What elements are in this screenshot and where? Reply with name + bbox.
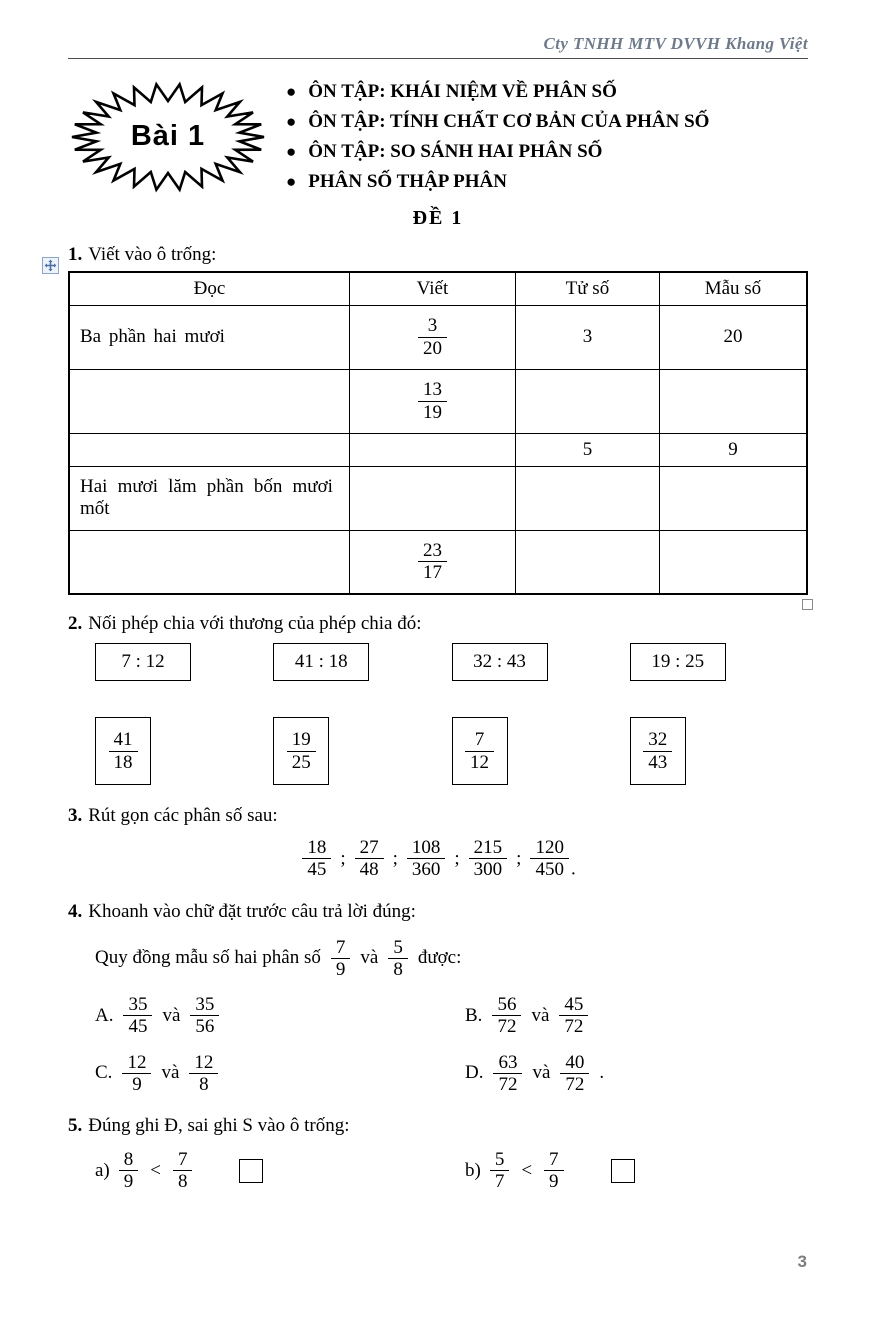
fraction-denominator: 300: [473, 859, 503, 881]
cell-denominator-empty[interactable]: [659, 530, 807, 594]
cell-read-empty[interactable]: [69, 433, 349, 466]
fraction: [119, 1149, 139, 1193]
fraction-numerator: 35: [123, 994, 152, 1016]
fraction: [493, 1052, 522, 1096]
q5-items: [68, 1149, 808, 1193]
fraction: [560, 1052, 589, 1096]
fraction-denominator: 9: [335, 958, 346, 980]
lesson-header: [68, 77, 808, 197]
option-letter[interactable]: A.: [95, 1004, 114, 1026]
fraction-numerator: 108: [407, 837, 446, 859]
fraction-numerator: 12: [189, 1052, 218, 1074]
question-number: 1.: [68, 244, 83, 265]
option-letter[interactable]: C.: [95, 1062, 113, 1084]
division-box[interactable]: 41 : 18: [273, 643, 369, 681]
cell-viet-empty[interactable]: [349, 433, 515, 466]
division-row: [68, 643, 808, 681]
option-d: [465, 1052, 808, 1096]
option-letter[interactable]: B.: [465, 1004, 483, 1026]
topic-list: [286, 77, 808, 197]
question-number: 4.: [68, 900, 83, 922]
question-3-head: [68, 805, 808, 827]
fraction: [123, 994, 152, 1038]
fraction-numerator: 27: [355, 837, 384, 859]
fraction: [173, 1149, 193, 1193]
fraction-numerator: 215: [469, 837, 508, 859]
cell-numerator-empty[interactable]: [515, 530, 659, 594]
option-letter[interactable]: D.: [465, 1062, 484, 1084]
fraction: [465, 729, 494, 773]
fraction-denominator: 12: [470, 751, 489, 773]
item-label: a): [95, 1159, 110, 1181]
lesson-badge: [68, 81, 268, 193]
fraction: [469, 837, 508, 881]
fraction: [530, 837, 569, 881]
separator: ;: [392, 847, 398, 869]
fraction-denominator: 9: [132, 1073, 142, 1095]
fraction: [302, 837, 331, 881]
fraction: [492, 994, 521, 1038]
fraction: [559, 994, 588, 1038]
table-row: [69, 433, 807, 466]
fraction-numerator: 18: [302, 837, 331, 859]
fraction-numerator: 120: [530, 837, 569, 859]
separator: ;: [340, 847, 346, 869]
cell-viet: [349, 530, 515, 594]
fraction-numerator: 12: [122, 1052, 151, 1074]
fraction-denominator: 7: [494, 1171, 505, 1193]
q5-item-b: [465, 1149, 808, 1193]
fraction-numerator: 7: [465, 729, 494, 751]
conjunction: và: [360, 947, 379, 969]
answer-box[interactable]: [239, 1159, 263, 1183]
fraction-denominator: 56: [195, 1016, 215, 1038]
fraction: [331, 937, 351, 981]
fraction-numerator: 45: [559, 994, 588, 1016]
topic-text: ÔN TẬP: TÍNH CHẤT CƠ BẢN CỦA PHÂN SỐ: [308, 111, 710, 132]
q3-fraction-list: [68, 837, 808, 881]
topic-item: [286, 167, 808, 197]
fraction-denominator: 20: [422, 337, 442, 359]
table-row: [69, 305, 807, 369]
fraction-denominator: 72: [565, 1073, 585, 1095]
fraction: [388, 937, 408, 981]
question-1-head: [68, 244, 808, 266]
period: .: [570, 858, 576, 880]
fraction: [407, 837, 446, 881]
cell-viet: [349, 369, 515, 433]
comparison-operator: <: [150, 1159, 161, 1181]
question-2-head: [68, 613, 808, 635]
cell-read-empty[interactable]: [69, 369, 349, 433]
fraction-denominator: 8: [199, 1073, 209, 1095]
item-label: b): [465, 1159, 481, 1181]
fraction: [355, 837, 384, 881]
fraction: [490, 1149, 510, 1193]
fraction-denominator: 72: [497, 1016, 517, 1038]
question-4-head: [68, 901, 808, 923]
option-b: [465, 994, 808, 1038]
fraction: [189, 1052, 218, 1096]
topic-text: PHÂN SỐ THẬP PHÂN: [308, 171, 507, 192]
page-header: [68, 34, 808, 59]
quotient-box[interactable]: [273, 717, 329, 785]
fraction-numerator: 19: [287, 729, 316, 751]
fraction-numerator: 7: [544, 1149, 564, 1171]
topic-text: ÔN TẬP: KHÁI NIỆM VỀ PHÂN SỐ: [308, 81, 617, 102]
fraction-denominator: 19: [422, 401, 442, 423]
fraction-denominator: 450: [535, 859, 564, 881]
fraction-denominator: 45: [307, 859, 327, 881]
fraction-numerator: 32: [643, 729, 672, 751]
q4-options: [68, 994, 808, 1095]
fraction-numerator: 7: [331, 937, 351, 959]
fraction-numerator: 35: [190, 994, 219, 1016]
option-suffix: .: [599, 1062, 605, 1084]
cell-denominator-empty[interactable]: [659, 369, 807, 433]
fraction: [418, 315, 447, 359]
bullet-icon: ●: [286, 172, 297, 191]
q1-table-wrap: [68, 271, 808, 595]
table-move-handle-icon[interactable]: [42, 257, 59, 274]
fraction: [418, 540, 447, 584]
answer-box[interactable]: [611, 1159, 635, 1183]
fraction-denominator: 360: [411, 859, 441, 881]
quotient-row: [68, 717, 808, 785]
fraction-denominator: 72: [564, 1016, 584, 1038]
topic-item: [286, 137, 808, 167]
fraction-numerator: 5: [490, 1149, 510, 1171]
badge-label: Bài 1: [130, 119, 206, 152]
cell-viet-empty[interactable]: [349, 466, 515, 530]
cell-read-empty[interactable]: [69, 530, 349, 594]
fraction-numerator: 40: [560, 1052, 589, 1074]
quotient-box[interactable]: [630, 717, 686, 785]
fraction-numerator: 3: [418, 315, 447, 337]
fraction-denominator: 9: [549, 1171, 559, 1193]
question-number: 2.: [68, 613, 83, 634]
fraction-numerator: 56: [492, 994, 521, 1016]
cell-denominator-empty[interactable]: [659, 466, 807, 530]
fraction: [287, 729, 316, 773]
fraction-denominator: 48: [359, 859, 379, 881]
table-resize-handle-icon[interactable]: [802, 599, 813, 610]
cell-read: Ba phần hai mươi: [69, 305, 349, 369]
cell-viet: [349, 305, 515, 369]
q5-item-a: [95, 1149, 465, 1193]
question-number: 3.: [68, 805, 83, 826]
col-header-tuso: Tử số: [515, 272, 659, 305]
topic-item: [286, 107, 808, 137]
fraction-denominator: 72: [498, 1073, 518, 1095]
fraction-denominator: 8: [393, 958, 403, 980]
cell-numerator-empty[interactable]: [515, 466, 659, 530]
fraction-denominator: 18: [113, 751, 133, 773]
stem-text: Quy đồng mẫu số hai phân số: [95, 947, 321, 969]
table-header-row: [69, 272, 807, 305]
fraction-denominator: 9: [123, 1171, 134, 1193]
question-prompt: Đúng ghi Đ, sai ghi S vào ô trống:: [88, 1115, 350, 1137]
question-prompt: Viết vào ô trống:: [88, 244, 217, 265]
separator: ;: [516, 847, 522, 869]
conjunction: và: [532, 1062, 551, 1084]
table-row: [69, 466, 807, 530]
fraction-numerator: 63: [493, 1052, 522, 1074]
option-a: [95, 994, 465, 1038]
fraction-numerator: 8: [119, 1149, 139, 1171]
company-name: Cty TNHH MTV DVVH Khang Việt: [543, 34, 808, 53]
q4-stem: [95, 937, 808, 981]
q1-table: [68, 271, 808, 595]
question-number: 5.: [68, 1115, 83, 1137]
fraction: [190, 994, 219, 1038]
option-c: [95, 1052, 465, 1096]
division-box[interactable]: 19 : 25: [630, 643, 726, 681]
conjunction: và: [531, 1004, 550, 1026]
topic-text: ÔN TẬP: SO SÁNH HAI PHÂN SỐ: [308, 141, 603, 162]
page-number: 3: [797, 1252, 807, 1271]
col-header-mauso: Mẫu số: [659, 272, 807, 305]
fraction-numerator: 5: [388, 937, 408, 959]
fraction-numerator: 13: [418, 379, 447, 401]
fraction-numerator: 7: [173, 1149, 193, 1171]
fraction-denominator: 43: [648, 751, 668, 773]
cell-numerator: 3: [515, 305, 659, 369]
conjunction: và: [162, 1004, 181, 1026]
cell-numerator: 5: [515, 433, 659, 466]
conjunction: và: [161, 1062, 180, 1084]
fraction-denominator: 25: [291, 751, 311, 773]
topic-item: [286, 77, 808, 107]
bullet-icon: ●: [286, 142, 297, 161]
cell-denominator: 20: [659, 305, 807, 369]
fraction-numerator: 23: [418, 540, 447, 562]
fraction-numerator: 41: [109, 729, 138, 751]
table-row: [69, 530, 807, 594]
fraction-denominator: 45: [128, 1016, 148, 1038]
fraction: [643, 729, 672, 773]
fraction: [418, 379, 447, 423]
bullet-icon: ●: [286, 82, 297, 101]
bullet-icon: ●: [286, 112, 297, 131]
table-row: [69, 369, 807, 433]
stem-text: được:: [417, 947, 462, 969]
fraction: [109, 729, 138, 773]
question-5-head: [68, 1115, 808, 1137]
quotient-box[interactable]: [95, 717, 151, 785]
question-prompt: Nối phép chia với thương của phép chia đó:: [88, 613, 422, 634]
fraction: [122, 1052, 151, 1096]
col-header-viet: Viết: [349, 272, 515, 305]
question-prompt: Khoanh vào chữ đặt trước câu trả lời đúng:: [88, 900, 416, 922]
col-header-doc: Đọc: [69, 272, 349, 305]
cell-denominator: 9: [659, 433, 807, 466]
fraction: [544, 1149, 564, 1193]
exam-title: ĐỀ 1: [412, 207, 464, 229]
separator: ;: [454, 847, 460, 869]
fraction-denominator: 17: [422, 562, 442, 584]
division-box[interactable]: 7 : 12: [95, 643, 191, 681]
cell-numerator-empty[interactable]: [515, 369, 659, 433]
fraction-denominator: 8: [177, 1171, 188, 1193]
quotient-box[interactable]: [452, 717, 508, 785]
cell-read: Hai mươi lăm phần bốn mươi mốt: [69, 466, 349, 530]
division-box[interactable]: 32 : 43: [452, 643, 548, 681]
comparison-operator: <: [521, 1159, 533, 1181]
question-prompt: Rút gọn các phân số sau:: [88, 805, 278, 826]
